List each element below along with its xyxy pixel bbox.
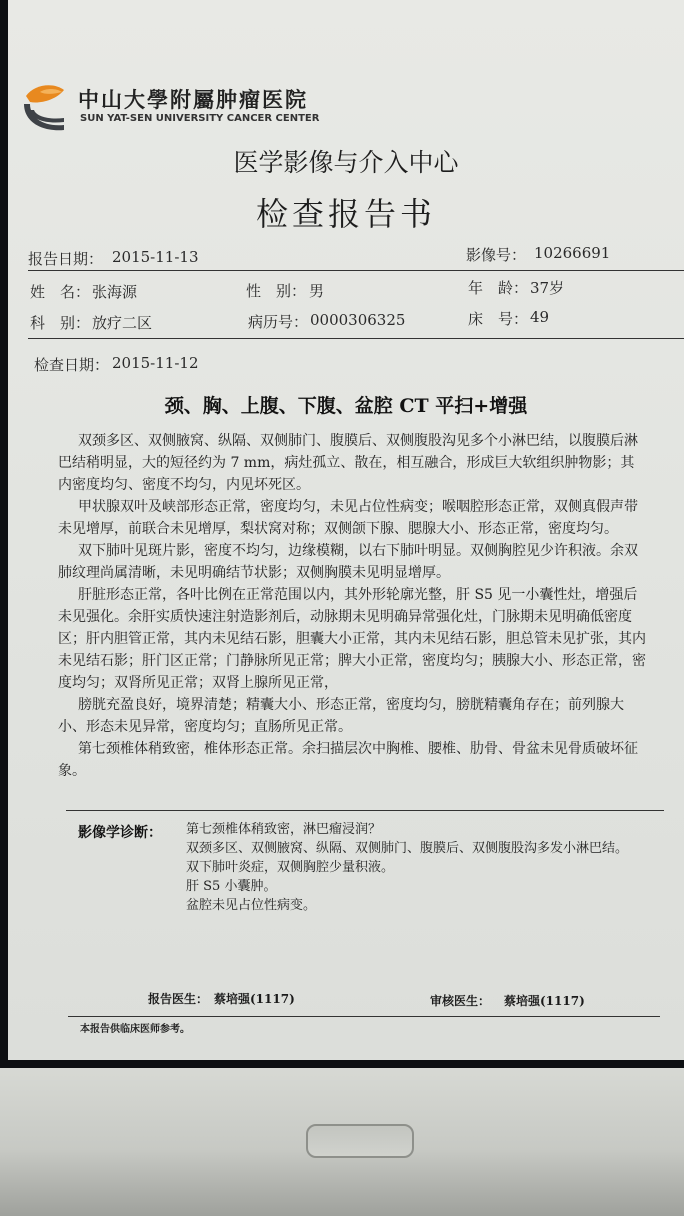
report-date: 2015-11-13: [112, 248, 199, 266]
findings-section: [58, 430, 648, 782]
exam-date-label: 检查日期：: [34, 356, 110, 374]
divider-bottom: [68, 1016, 660, 1017]
findings-paragraph: 肝脏形态正常，各叶比例在正常范围以内，其外形轮廓光整，肝 S5 见一小囊性灶，增强后未见强化。余肝实质快速注射造影剂后，动脉期未见明确异常强化灶，门脉期未见明确低密度区；肝内胆管正常，其内未见结石影，胆囊大小正常，其内未见结石影，胆总管未见扩张，其内未见结石影；肝门区正常；门静脉所见正常；脾大小正常，密度均匀；胰腺大小、形态正常，密度均匀；双肾所见正常；双肾上腺所见正常，: [58, 587, 646, 691]
findings-paragraph: 双下肺叶见斑片影，密度不均匀，边缘模糊，以右下肺叶明显。双侧胸腔见少许积液。余双肺纹理尚属清晰，未见明确结节状影；双侧胸膜未见明显增厚。: [58, 543, 638, 581]
exam-date: 2015-11-12: [112, 354, 199, 372]
findings-paragraph: 膀胱充盈良好，境界清楚；精囊大小、形态正常，密度均匀，膀胱精囊角存在；前列腺大小、形态未见异常，密度均匀；直肠所见正常。: [58, 697, 624, 735]
patient-name: 张海源: [92, 283, 138, 301]
dept-label: 科 别：: [30, 314, 91, 332]
image-no-label: 影像号：: [466, 246, 527, 264]
patient-age: 37岁: [530, 279, 565, 297]
report-title: 检查报告书: [255, 195, 436, 233]
center-name: 医学影像与介入中心: [233, 148, 459, 177]
reporter-label: 报告医生：: [148, 992, 209, 1006]
reviewer-name: 蔡培强(1117): [504, 994, 585, 1008]
bed-label: 床 号：: [468, 310, 529, 328]
record-no-label: 病历号：: [248, 313, 309, 331]
diagnosis-line: 双颈多区、双侧腋窝、纵隔、双侧肺门、腹膜后、双侧腹股沟多发小淋巴结。: [186, 841, 629, 856]
reviewer-label: 审核医生：: [430, 994, 491, 1008]
diagnosis-line: 双下肺叶炎症，双侧胸腔少量积液。: [186, 860, 395, 875]
hospital-name-cn: 中山大學附屬肿瘤医院: [78, 88, 308, 112]
name-label: 姓 名：: [30, 283, 91, 301]
disclaimer: 本报告供临床医师参考。: [80, 1024, 190, 1035]
diagnosis-line: 肝 S5 小囊肿。: [186, 879, 277, 894]
hospital-logo-icon: [20, 80, 70, 136]
hospital-name-en: SUN YAT-SEN UNIVERSITY CANCER CENTER: [80, 113, 320, 124]
exam-title: 颈、胸、上腹、下腹、盆腔 CT 平扫+增强: [164, 395, 528, 417]
findings-paragraph: 第七颈椎体稍致密，椎体形态正常。余扫描层次中胸椎、腰椎、肋骨、骨盆未见骨质破坏征象。: [58, 741, 638, 779]
divider-info: [28, 338, 684, 339]
patient-dept: 放疗二区: [92, 314, 153, 332]
bed-no: 49: [530, 308, 550, 326]
diagnosis-label: 影像学诊断：: [78, 825, 162, 841]
divider-top: [28, 270, 684, 271]
diagnosis-section: [186, 820, 676, 915]
divider-diagnosis: [66, 810, 664, 811]
image-no: 10266691: [534, 244, 611, 262]
diagnosis-line: 第七颈椎体稍致密，淋巴瘤浸润？: [186, 822, 382, 837]
report-page: [8, 0, 684, 1060]
findings-paragraph: 双颈多区、双侧腋窝、纵隔、双侧肺门、腹膜后、双侧腹股沟见多个小淋巴结，以腹膜后淋巴结稍明显，大的短径约为 7 mm，病灶孤立、散在，相互融合，形成巨大软组织肿物影；其内密度均匀、密度不均匀，内见坏死区。: [58, 433, 638, 493]
diagnosis-line: 盆腔未见占位性病变。: [186, 898, 317, 913]
patient-gender: 男: [309, 282, 325, 300]
gender-label: 性 别：: [246, 282, 307, 300]
tablet-bezel: [0, 1068, 684, 1216]
age-label: 年 龄：: [468, 279, 529, 297]
report-date-label: 报告日期：: [28, 250, 104, 268]
home-button[interactable]: [306, 1124, 414, 1158]
findings-paragraph: 甲状腺双叶及峡部形态正常，密度均匀，未见占位性病变；喉咽腔形态正常，双侧真假声带未见增厚，前联合未见增厚，梨状窝对称；双侧颌下腺、腮腺大小、形态正常，密度均匀。: [58, 499, 638, 537]
reporter-name: 蔡培强(1117): [214, 992, 295, 1006]
record-no: 0000306325: [310, 311, 406, 329]
